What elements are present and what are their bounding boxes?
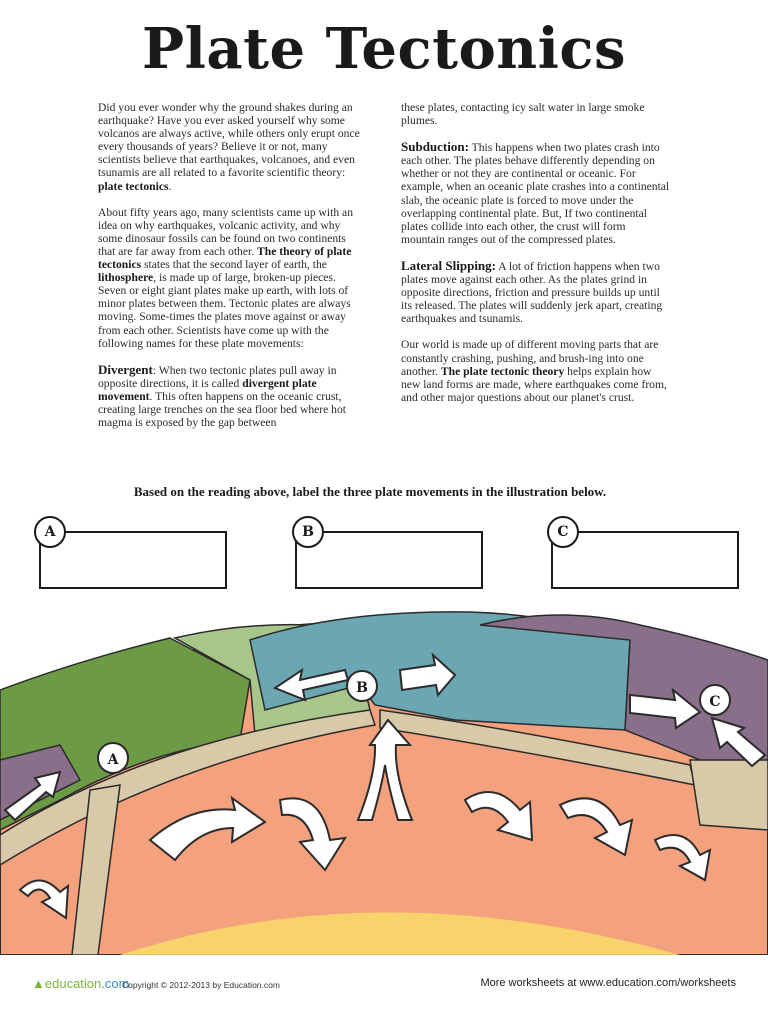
intro-paragraph: Did you ever wonder why the ground shakes during an earthquake? Have you ever asked yourself why some volcanos are always active, while others only erupt once every thousands of years? Believe it or not, many scientists believe that earthquakes, volcanoes, and even tsunamis are all related to a favorite scientific theory: plate tectonics. [98, 101, 360, 193]
answer-box-a[interactable] [39, 531, 227, 589]
label-circle-c: C [547, 516, 579, 548]
more-worksheets-link[interactable]: More worksheets at www.education.com/worksheets [480, 977, 736, 989]
answer-box-b[interactable] [295, 531, 483, 589]
diagram-label-b: B [356, 680, 368, 696]
label-circle-a: A [34, 516, 66, 548]
theory-paragraph: About fifty years ago, many scientists came up with an idea on why earthquakes, volcanic activity, and why some dinosaur fossils can be found on two continents that are far away from each other. The theory of plate tectonics states that the second layer of earth, the lithosphere, is made up of large, broken-up pieces. Seven or eight giant plates make up earth, with lots of minor plates between them. Tectonic plates are always moving. Some-times the plates move against or away from each other. Scientists have come up with the following names for these plate movements: [98, 205, 354, 350]
logo-icon: ▲ [32, 976, 45, 991]
lateral-slipping-paragraph: Lateral Slipping: A lot of friction happens when two plates move against each other. As the plates grind in opposite directions, friction and pressure builds up until its released. The plates will suddenly jerk apart, creating earthquakes and tsunamis. [401, 257, 663, 326]
education-logo[interactable]: ▲education.com [32, 976, 130, 991]
copyright-text: Copyright © 2012-2013 by Education.com [122, 980, 280, 990]
divergent-continuation: these plates, contacting icy salt water in large smoke plumes. [401, 101, 645, 128]
label-circle-b: B [292, 516, 324, 548]
conclusion-paragraph: Our world is made up of different moving parts that are constantly crashing, pushing, and brush-ing into one another. The plate tectonic theory helps explain how new land forms are made, where earthquakes come from, and other major questions about our planet's crust. [401, 338, 667, 404]
divergent-paragraph: Divergent: When two tectonic plates pull away in opposite directions, it is called divergent plate movement. This often happens on the oceanic crust, creating large trenches on the sea floor bed where hot magma is exposed by the gap between [98, 361, 346, 430]
page-title: Plate Tectonics [142, 16, 626, 82]
diagram-label-a: A [107, 752, 119, 768]
right-column [401, 101, 671, 417]
answer-box-c[interactable] [551, 531, 739, 589]
lateral-fault-block [690, 760, 768, 830]
diagram-label-c: C [709, 694, 721, 710]
left-column [98, 101, 366, 442]
instruction-text: Based on the reading above, label the three plate movements in the illustration below. [133, 484, 607, 499]
plate-tectonics-illustration [0, 600, 768, 955]
subduction-paragraph: Subduction: This happens when two plates crash into each other. The plates behave differently depending on whether or not they are continental or oceanic. For example, when an oceanic plate crashes into a continental slab, the oceanic plate is forced to move under the overlapping continental plate. But, If two continental plates collide into each other, the crust will form mountain ranges out of the compressed plates. [401, 139, 670, 246]
